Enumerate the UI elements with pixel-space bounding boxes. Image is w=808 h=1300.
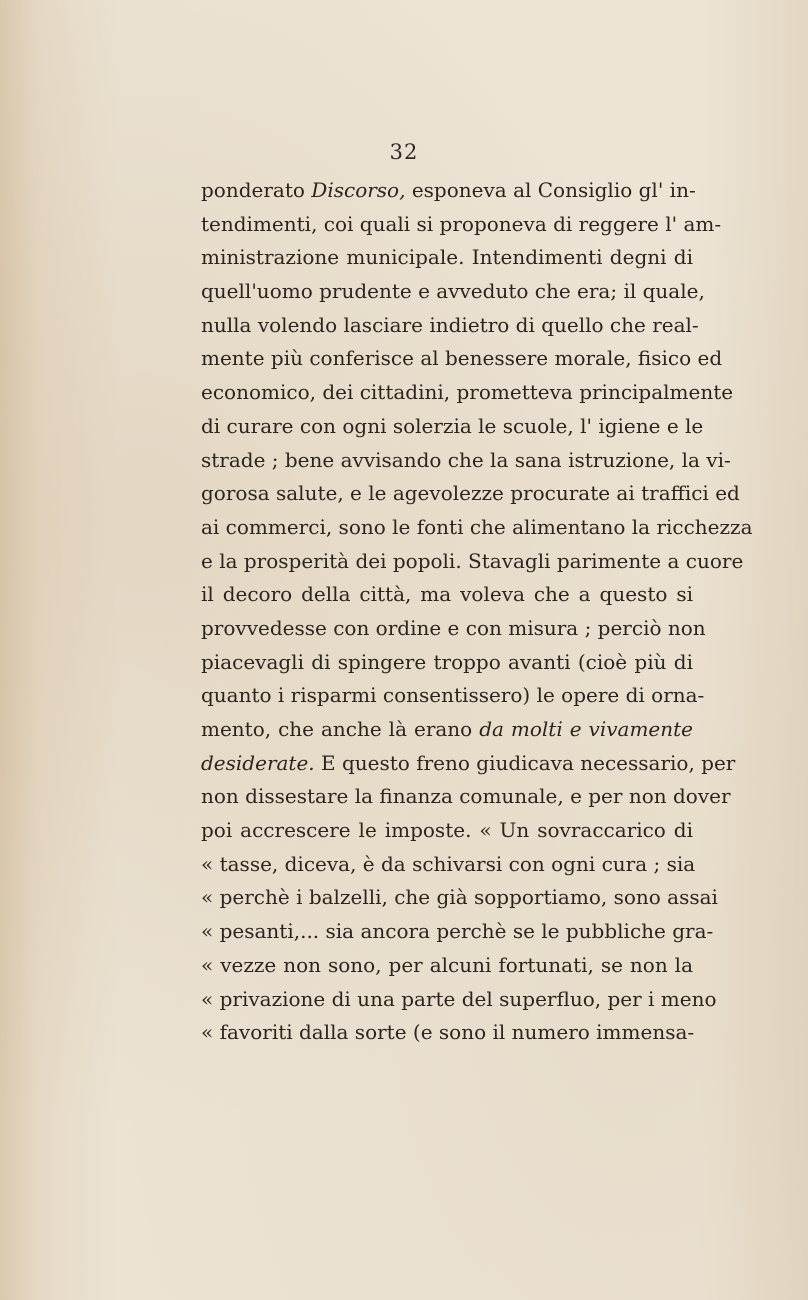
text-line (201, 410, 704, 444)
text-line (201, 342, 723, 376)
text-run: gorosa salute, e le agevolezze procurate ai traffici ed (201, 481, 740, 506)
text-line (201, 444, 731, 478)
text-run: esponeva al Consiglio gl' in- (405, 178, 696, 202)
text-line (201, 814, 693, 848)
italic-text-run: da molti e vivamente (479, 717, 693, 741)
text-run: E questo freno giudicava necessario, per (314, 750, 736, 775)
text-line (201, 646, 693, 680)
text-run: « pesanti,... sia ancora perchè se le pubbliche gra- (201, 919, 714, 944)
italic-text-run: Discorso, (311, 178, 406, 202)
text-run: « vezze non sono, per alcuni fortunati, se non la (201, 952, 693, 977)
text-run: ai commerci, sono le fonti che alimentano la ricchezza (201, 514, 753, 539)
text-line (201, 983, 717, 1017)
text-line (201, 713, 693, 747)
text-run: non dissestare la finanza comunale, e per non dover (201, 784, 731, 809)
text-run: « privazione di una parte del superfluo, per i meno (201, 986, 717, 1011)
text-line (201, 511, 753, 545)
text-run: di curare con ogni solerzia le scuole, l' igiene e le (201, 413, 704, 438)
text-run: quell'uomo prudente e avveduto che era; il quale, (201, 279, 705, 304)
text-run: e la prosperità dei popoli. Stavagli parimente a cuore (201, 548, 744, 573)
text-run: mente più conferisce al benessere morale, fisico ed (201, 346, 723, 371)
text-run: poi accrescere le imposte. « Un sovraccarico di (201, 818, 693, 843)
text-run: « tasse, diceva, è da schivarsi con ogni cura ; sia (201, 851, 696, 876)
text-run: tendimenti, coi quali si proponeva di reggere l' am- (201, 211, 722, 236)
text-run: ministrazione municipale. Intendimenti degni di (201, 245, 693, 270)
page-number: 32 (389, 140, 419, 164)
text-line (201, 241, 693, 275)
italic-text-run: desiderate. (201, 750, 315, 775)
text-run: ponderato (201, 178, 312, 202)
text-line (201, 309, 699, 343)
text-line (201, 376, 734, 410)
text-line (201, 208, 722, 242)
body-text (201, 174, 753, 1050)
text-run: economico, dei cittadini, prometteva principalmente (201, 380, 734, 405)
text-run: strade ; bene avvisando che la sana istruzione, la vi- (201, 447, 731, 472)
text-line (201, 545, 744, 579)
text-line (201, 949, 693, 983)
text-run: provvedesse con ordine e con misura ; perciò non (201, 615, 706, 640)
text-line (201, 780, 731, 814)
text-line (201, 1016, 693, 1050)
text-run: piacevagli di spingere troppo avanti (cioè più di (201, 649, 693, 674)
text-line (201, 477, 740, 511)
text-run: nulla volendo lasciare indietro di quello che real- (201, 312, 699, 337)
text-run: mento, che anche là erano (201, 717, 480, 741)
text-line (201, 612, 706, 646)
text-line (201, 915, 714, 949)
text-line (201, 578, 693, 612)
text-run: « perchè i balzelli, che già sopportiamo, sono assai (201, 885, 718, 910)
text-line (201, 747, 736, 781)
text-line (201, 881, 718, 915)
text-line (201, 174, 696, 208)
text-line (201, 848, 696, 882)
text-line (201, 275, 705, 309)
text-run: quanto i risparmi consentissero) le opere di orna- (201, 683, 705, 708)
text-line (201, 679, 705, 713)
text-run: il decoro della città, ma voleva che a questo si (201, 582, 693, 607)
text-run: « favoriti dalla sorte (e sono il numero immensa- (201, 1020, 695, 1045)
